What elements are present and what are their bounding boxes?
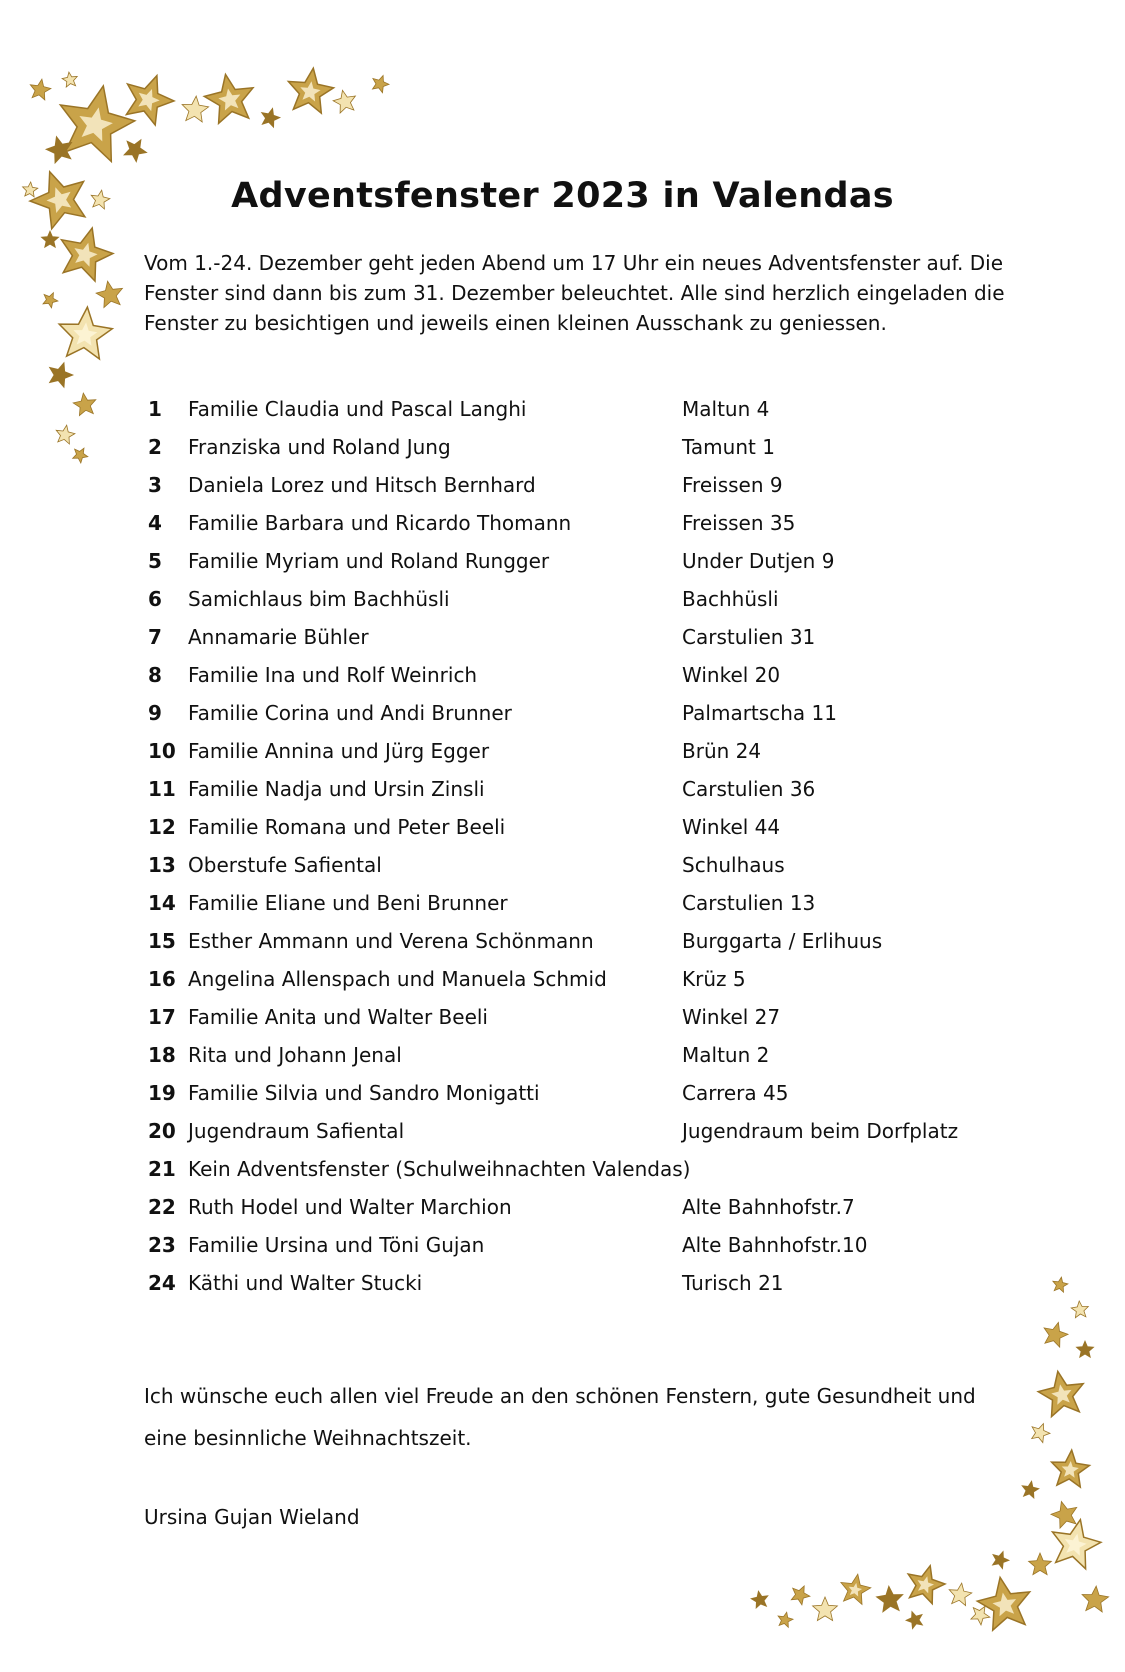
gold-star-icon	[62, 228, 114, 281]
list-item	[148, 808, 1048, 846]
entry-address: Maltun 2	[682, 1043, 770, 1067]
entry-address: Carstulien 31	[682, 625, 816, 649]
gold-star-icon	[373, 76, 390, 93]
entry-number: 2	[148, 435, 162, 459]
entry-number: 10	[148, 739, 176, 763]
entry-address: Brün 24	[682, 739, 762, 763]
list-item	[148, 1150, 1048, 1188]
entry-host: Samichlaus bim Bachhüsli	[188, 587, 450, 611]
gold-star-icon	[262, 108, 280, 127]
gold-star-icon	[50, 363, 74, 388]
entry-address: Under Dutjen 9	[682, 549, 835, 573]
gold-star-icon	[124, 140, 147, 162]
entry-host: Käthi und Walter Stucki	[188, 1271, 423, 1295]
list-item	[148, 1226, 1048, 1264]
gold-star-icon	[62, 72, 77, 87]
entry-host: Familie Ursina und Töni Gujan	[188, 1233, 485, 1257]
list-item	[148, 960, 1048, 998]
entry-address: Carstulien 13	[682, 891, 816, 915]
list-item	[148, 1112, 1048, 1150]
entry-address: Burggarta / Erlihuus	[682, 929, 883, 953]
list-item	[148, 1036, 1048, 1074]
entry-address: Freissen 9	[682, 473, 783, 497]
star-highlight-icon	[138, 89, 159, 111]
gold-star-icon	[43, 293, 58, 308]
entry-number: 14	[148, 891, 176, 915]
entry-host: Familie Anita und Walter Beeli	[188, 1005, 488, 1029]
page-title: Adventsfenster 2023 in Valendas	[231, 176, 894, 216]
entry-host: Familie Barbara und Ricardo Thomann	[188, 511, 572, 535]
gold-star-icon	[778, 1612, 793, 1627]
entry-host: Rita und Johann Jenal	[188, 1043, 402, 1067]
entry-number: 23	[148, 1233, 176, 1257]
gold-star-icon	[1076, 1341, 1093, 1357]
closing-paragraph: Ich wünsche euch allen viel Freude an den schönen Fenstern, gute Gesundheit und eine besinnliche Weihnachtszeit.	[144, 1384, 976, 1450]
gold-star-icon	[841, 1574, 871, 1604]
entry-number: 7	[148, 625, 162, 649]
entry-host: Kein Adventsfenster (Schulweihnachten Valendas)	[188, 1157, 691, 1181]
entry-address: Freissen 35	[682, 511, 796, 535]
list-item	[148, 542, 1048, 580]
gold-star-icon	[977, 1577, 1029, 1630]
entry-number: 17	[148, 1005, 176, 1029]
star-highlight-icon	[73, 322, 97, 345]
gold-star-icon	[56, 425, 75, 444]
star-highlight-icon	[300, 81, 320, 101]
signature: Ursina Gujan Wieland	[144, 1505, 360, 1529]
star-highlight-icon	[1051, 1384, 1071, 1404]
entry-host: Oberstufe Safiental	[188, 853, 382, 877]
star-highlight-icon	[849, 1583, 863, 1597]
entry-number: 13	[148, 853, 176, 877]
gold-star-icon	[73, 393, 96, 416]
list-item	[148, 846, 1048, 884]
entry-host: Familie Nadja und Ursin Zinsli	[188, 777, 485, 801]
list-item	[148, 466, 1048, 504]
entry-address: Alte Bahnhofstr.7	[682, 1195, 855, 1219]
entry-number: 6	[148, 587, 162, 611]
gold-star-icon	[46, 137, 72, 164]
entry-address: Krüz 5	[682, 967, 746, 991]
gold-star-icon	[30, 79, 51, 100]
star-highlight-icon	[1065, 1534, 1087, 1556]
gold-star-icon	[1053, 1520, 1101, 1569]
entry-address: Jugendraum beim Dorfplatz	[682, 1119, 959, 1143]
entry-host: Familie Claudia und Pascal Langhi	[188, 397, 527, 421]
star-highlight-icon	[1062, 1461, 1079, 1478]
entry-number: 19	[148, 1081, 176, 1105]
gold-star-icon	[751, 1591, 768, 1608]
entry-host: Familie Silvia und Sandro Monigatti	[188, 1081, 540, 1105]
entry-number: 5	[148, 549, 162, 573]
gold-star-icon	[204, 74, 253, 123]
star-highlight-icon	[918, 1576, 935, 1593]
entry-host: Familie Ina und Rolf Weinrich	[188, 663, 478, 687]
gold-star-icon	[876, 1586, 903, 1612]
list-item	[148, 732, 1048, 770]
gold-star-icon	[1082, 1586, 1109, 1612]
entry-number: 4	[148, 511, 162, 535]
gold-star-icon	[949, 1583, 972, 1606]
entry-number: 12	[148, 815, 176, 839]
list-item	[148, 884, 1048, 922]
entry-number: 16	[148, 967, 176, 991]
gold-star-icon	[1051, 1502, 1077, 1529]
gold-star-icon	[1029, 1553, 1052, 1575]
entry-number: 9	[148, 701, 162, 725]
entry-number: 24	[148, 1271, 176, 1295]
gold-star-icon	[126, 76, 174, 125]
gold-star-icon	[1052, 1450, 1090, 1487]
entry-address: Maltun 4	[682, 397, 770, 421]
gold-star-icon	[96, 281, 122, 307]
entry-address: Winkel 20	[682, 663, 781, 687]
entry-number: 3	[148, 473, 162, 497]
gold-star-icon	[1038, 1371, 1083, 1416]
entry-address: Alte Bahnhofstr.10	[682, 1233, 868, 1257]
gold-star-icon	[288, 68, 333, 113]
entry-address: Winkel 27	[682, 1005, 781, 1029]
entry-number: 15	[148, 929, 176, 953]
entry-number: 18	[148, 1043, 176, 1067]
entry-host: Familie Myriam und Roland Rungger	[188, 549, 550, 573]
list-item	[148, 504, 1048, 542]
list-item	[148, 390, 1048, 428]
list-item	[148, 1264, 1048, 1302]
entry-address: Winkel 44	[682, 815, 781, 839]
entry-number: 8	[148, 663, 162, 687]
star-highlight-icon	[218, 89, 240, 111]
list-item	[148, 1188, 1048, 1226]
gold-star-icon	[971, 1606, 990, 1625]
gold-star-icon	[1071, 1301, 1088, 1318]
gold-star-icon	[60, 86, 134, 162]
entry-host: Familie Corina und Andi Brunner	[188, 701, 512, 725]
list-item	[148, 922, 1048, 960]
entry-host: Franziska und Roland Jung	[188, 435, 451, 459]
entry-number: 20	[148, 1119, 176, 1143]
gold-star-icon	[1032, 1424, 1050, 1443]
list-item	[148, 618, 1048, 656]
entry-address: Turisch 21	[682, 1271, 784, 1295]
star-highlight-icon	[993, 1593, 1017, 1617]
list-item	[148, 1074, 1048, 1112]
entry-host: Esther Ammann und Verena Schönmann	[188, 929, 594, 953]
gold-star-icon	[59, 307, 112, 359]
entry-address: Carstulien 36	[682, 777, 816, 801]
gold-star-icon	[182, 96, 209, 122]
entry-address: Palmartscha 11	[682, 701, 837, 725]
gold-star-icon	[791, 1586, 810, 1605]
entry-number: 1	[148, 397, 162, 421]
entry-number: 21	[148, 1157, 176, 1181]
entry-address: Tamunt 1	[682, 435, 775, 459]
gold-star-icon	[813, 1597, 838, 1621]
gold-star-icon	[1022, 1481, 1039, 1498]
gold-star-icon	[333, 90, 355, 113]
gold-star-icon	[41, 231, 58, 247]
entry-address: Carrera 45	[682, 1081, 789, 1105]
entry-host: Angelina Allenspach und Manuela Schmid	[188, 967, 607, 991]
entry-host: Ruth Hodel und Walter Marchion	[188, 1195, 512, 1219]
entry-host: Jugendraum Safiental	[188, 1119, 405, 1143]
intro-paragraph: Vom 1.-24. Dezember geht jeden Abend um 17 Uhr ein neues Adventsfenster auf. Die Fenster sind dann bis zum 31. Dezember beleuchtet. Alle sind herzlich eingeladen die Fenster zu besichtigen und jeweils einen kleinen Ausschank zu geniessen.	[144, 251, 1005, 335]
gold-star-icon	[906, 1612, 923, 1629]
entry-host: Familie Annina und Jürg Egger	[188, 739, 490, 763]
entry-host: Annamarie Bühler	[188, 625, 369, 649]
entry-number: 22	[148, 1195, 176, 1219]
gold-star-icon	[908, 1566, 945, 1604]
entry-address: Bachhüsli	[682, 587, 779, 611]
star-highlight-icon	[79, 107, 113, 141]
gold-star-icon	[1044, 1322, 1068, 1347]
star-highlight-icon	[74, 243, 97, 267]
list-item	[148, 998, 1048, 1036]
entry-host: Familie Eliane und Beni Brunner	[188, 891, 508, 915]
list-item	[148, 694, 1048, 732]
list-item	[148, 428, 1048, 466]
list-item	[148, 656, 1048, 694]
entry-host: Familie Romana und Peter Beeli	[188, 815, 506, 839]
list-item	[148, 770, 1048, 808]
advent-window-list	[148, 390, 1048, 1302]
gold-star-icon	[993, 1552, 1010, 1569]
gold-star-icon	[1053, 1277, 1068, 1292]
entry-address: Schulhaus	[682, 853, 785, 877]
list-item	[148, 580, 1048, 618]
entry-number: 11	[148, 777, 176, 801]
gold-star-icon	[73, 448, 88, 463]
entry-host: Daniela Lorez und Hitsch Bernhard	[188, 473, 536, 497]
